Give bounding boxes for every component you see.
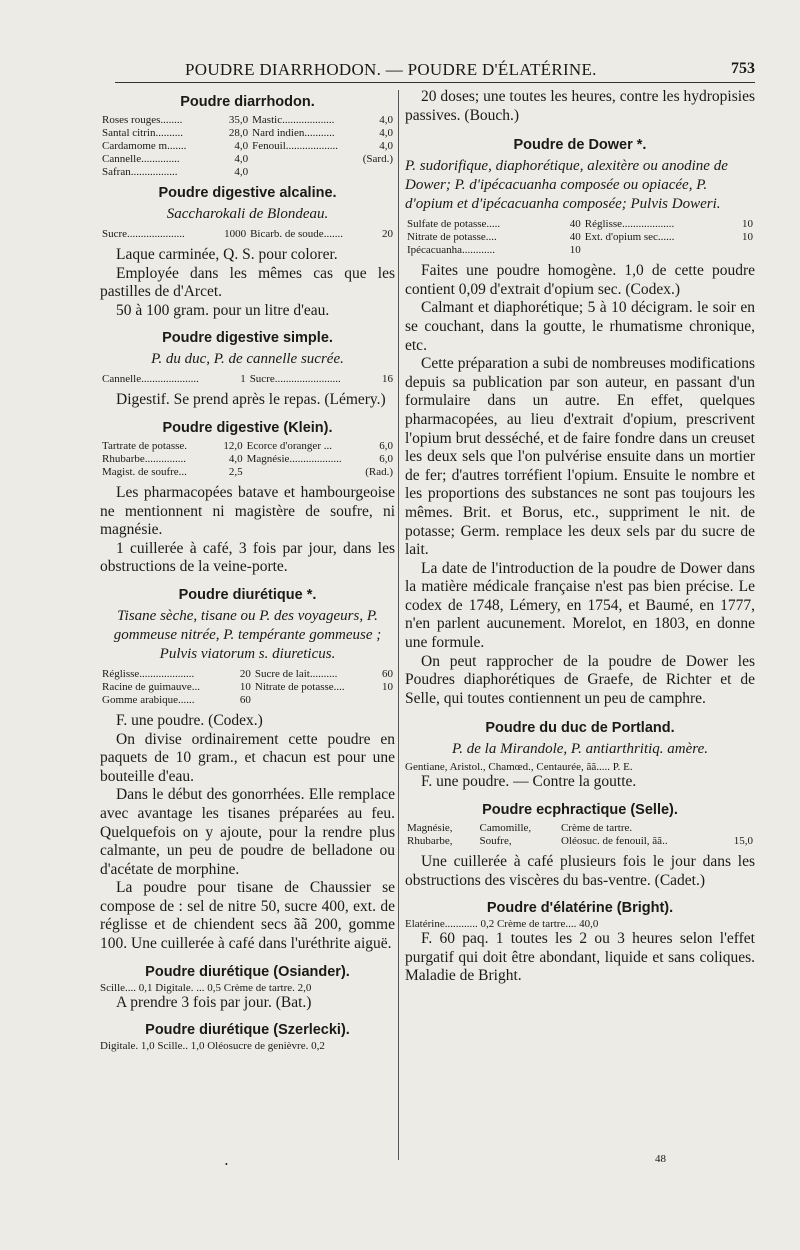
ingredient: Bicarb. de soude....... [250,228,343,240]
ingredient: Nitrate de potasse.... [407,231,497,244]
ingredient-row [100,681,395,694]
quantity: 4,0 [234,166,249,178]
ingredient-row [100,466,395,479]
paragraph: 20 doses; une toutes les heures, contre les hydropisies passives. (Bouch.) [405,88,755,124]
section-heading: Poudre digestive (Klein). [162,419,333,436]
ingredient-row [100,453,395,466]
ingredient-row [405,822,755,835]
ingredient-row [100,228,395,241]
quantity: 10 [742,231,753,244]
ingredient-table [405,822,755,848]
section-heading: Poudre diurétique (Szerlecki). [145,1022,350,1039]
quantity: 4,0 [379,140,393,152]
quantity: 2,5 [228,465,243,478]
ingredient: Soufre, [479,835,512,848]
source-signature: (Sard.) [362,153,393,165]
right-column [405,88,755,986]
quantity: 4,0 [228,452,243,465]
paragraph: F. 60 paq. 1 toutes les 2 ou 3 heures selon l'effet purgatif qui doit être abondant, liquide et sans coliques. Maladie de Bright. [405,930,755,985]
paragraph: La date de l'introduction de la poudre de Dower dans la matière médicale française n'est pas bien précise. Le codex de 1748, Lémery, en 1754, et Baumé, en 1777, n'en parlent aucunement. Morelot, en 1803, en donne une formule. [405,559,755,652]
paragraph: F. une poudre. — Contre la goutte. [421,773,637,791]
column-divider [398,90,399,1160]
ingredient: Magnésie................... [246,452,342,465]
paragraph: Une cuillerée à café plusieurs fois le jour dans les obstructions des viscères du bas-ventre. (Cadet.) [405,853,755,889]
ingredient-table [100,114,395,179]
quantity: 20 [239,667,251,680]
ingredient: Santal citrin.......... [102,127,183,139]
ingredient: Nard indien........... [252,127,335,139]
ingredient-row [405,835,755,848]
paragraph: On divise ordinairement cette poudre en paquets de 10 gram., et chacun est pour une bouteille d'eau. [100,730,395,785]
quantity: 1000 [224,228,247,240]
paragraph: Calmant et diaphorétique; 5 à 10 décigram. le soir en se couchant, dans la goutte, le rhumatisme chronique, etc. [405,299,755,354]
synonyms: Tisane sèche, tisane ou P. des voyageurs, P. gommeuse nitrée, P. tempérante gommeuse ; Pulvis viatorum s. diureticus. [113,607,382,662]
quantity: 16 [382,373,393,386]
ingredient: Racine de guimauve... [102,680,201,693]
quantity: 40 [569,231,581,244]
paragraph: On peut rapprocher de la poudre de Dower les Poudres diaphorétiques de Graefe, de Richter et de Selle, qui toutes contiennent un peu de camphre. [405,652,755,707]
paragraph: Employée dans les mêmes cas que les pastilles de d'Arcet. [100,264,395,301]
ingredient-row [100,153,395,166]
section-heading: Poudre diurétique (Osiander). [145,963,350,980]
synonyms: P. du duc, P. de cannelle sucrée. [151,351,344,368]
ingredient: Safran................. [102,166,178,178]
running-header [115,60,755,83]
quantity: 60 [239,693,251,706]
ingredient: Cannelle.............. [102,153,180,165]
ingredient: Magist. de soufre... [102,465,187,478]
left-column [100,88,395,1052]
ingredient-line: Gentiane, Aristol., Chamœd., Centaurée, ãã..... P. E. [405,761,633,774]
section-heading: Poudre digestive simple. [162,330,333,347]
section-heading: Poudre d'élatérine (Bright). [486,900,674,917]
paragraph: Dans le début des gonorrhées. Elle remplace avec avantage les tisanes préparées au feu. Quelquefois on y ajoute, pour la rendre plus calmante, un peu de poudre de belladone ou d'acétate de morphine. [100,786,395,878]
ingredient: Camomille, [479,822,532,835]
ingredient-row [100,440,395,453]
synonyms: P. sudorifique, diaphorétique, alexitère ou anodine de Dower; P. d'ipécacuanha composée ou opiacée, P. d'opium et d'ipécacuanha composée; Pulvis Doweri. [405,158,728,213]
section-heading: Poudre digestive alcaline. [158,185,337,201]
ingredient: Rhubarbe............... [102,452,187,465]
ingredient: Crème de tartre. [560,822,633,835]
ingredient-row [100,694,395,707]
quantity: 4,0 [234,140,249,152]
ingredient: Sucre..................... [102,228,185,240]
running-title: POUDRE DIARRHODON. — POUDRE D'ÉLATÉRINE. [185,60,597,79]
quantity: 6,0 [379,452,393,465]
ingredient: Roses rouges........ [102,114,183,126]
ingredient-table [100,373,395,386]
ingredient-line: Scille.... 0,1 Digitale. ... 0,5 Crème de tartre. 2,0 [100,981,312,994]
ingredient-table [100,228,395,241]
paragraph: Cette préparation a subi de nombreuses modifications depuis sa publication par son auteur, en passant d'un formulaire dans un autre. En effet, quelques pharmacopées, au lieu d'extrait d'opium, prescrivent l'opium brut desséché, et de faire fondre dans un creuset les deux sels que l'on pulvérise ensuite dans un mortier de fer; d'autres torréfient l'opium. Ensuite le nombre et les proportions des substances ne sont pas toujours les mêmes. Brit. et Borus, etc., suppriment le nit. de potasse; Germ. remplace les deux sels par du sucre de lait. [405,355,755,559]
quantity: 28,0 [228,127,249,139]
ingredient: Ecorce d'oranger ... [246,439,332,452]
ingredient-row [405,231,755,244]
quantity: 1 [240,373,246,386]
source-signature: (Rad.) [365,465,393,478]
section-heading: Poudre de Dower *. [513,137,647,154]
ingredient: Rhubarbe, [407,835,453,848]
ingredient-row [405,244,755,257]
ingredient-row [405,218,755,231]
ingredient-row [100,114,395,127]
ingredient-line: Elatérine............ 0,2 Crème de tartre.... 40,0 [405,918,599,931]
ingredient-row [100,668,395,681]
ingredient-row [100,373,395,386]
section-heading: Poudre diarrhodon. [180,94,315,110]
section-heading: Poudre ecphractique (Selle). [482,802,678,819]
page-number: 753 [731,60,755,77]
ingredient-line: Digitale. 1,0 Scille.. 1,0 Oléosucre de genièvre. 0,2 [100,1040,325,1053]
ingredient: Réglisse.................... [102,667,195,680]
ingredient: Cardamome m....... [102,140,187,152]
quantity: 10 [569,244,581,257]
section-heading: Poudre du duc de Portland. [485,720,675,737]
ink-dot: • [225,1160,228,1169]
paragraph: Les pharmacopées batave et hambourgeoise ne mentionnent ni magistère de soufre, ni magnésie. [100,483,395,539]
quantity: 10 [382,680,393,693]
signature-mark: 48 [655,1153,666,1165]
ingredient: Oléosuc. de fenouil, ãã.. [560,835,668,848]
ingredient: Nitrate de potasse.... [254,680,345,693]
ingredient-row [100,127,395,140]
paragraph: 1 cuillerée à café, 3 fois par jour, dans les obstructions de la veine-porte. [100,539,395,576]
ingredient: Fenouil................... [252,140,339,152]
ingredient: Ext. d'opium sec...... [584,231,675,244]
ingredient-table [405,218,755,257]
paragraph: 50 à 100 gram. pour un litre d'eau. [116,301,330,319]
ingredient: Tartrate de potasse. [102,439,188,452]
ingredient-table [100,668,395,707]
paragraph: Faites une poudre homogène. 1,0 de cette poudre contient 0,09 d'extrait d'opium sec. (Codex.) [405,262,755,298]
ingredient-table [100,440,395,479]
paragraph: A prendre 3 fois par jour. (Bat.) [116,993,312,1011]
ingredient: Sucre de lait.......... [254,667,338,680]
ingredient: Ipécacuanha............ [407,244,495,257]
section-heading: Poudre diurétique *. [178,586,317,603]
ingredient-row [100,166,395,179]
synonyms: Saccharokali de Blondeau. [166,206,329,222]
paragraph: Laque carminée, Q. S. pour colorer. [116,246,338,263]
paragraph: F. une poudre. (Codex.) [116,711,263,729]
paragraph: La poudre pour tisane de Chaussier se compose de : sel de nitre 50, sucre 400, ext. de réglisse et de chiendent secs ãã 200, gomme 100. Une cuillerée à café dans l'uréthrite aiguë. [100,879,395,953]
ingredient-row [100,140,395,153]
quantity: 15,0 [733,835,753,848]
quantity: 20 [382,228,393,240]
quantity: 4,0 [379,114,393,126]
ingredient: Magnésie, [407,822,453,835]
quantity: 6,0 [379,439,393,452]
ingredient: Sulfate de potasse..... [407,218,501,231]
paragraph: Digestif. Se prend après le repas. (Lémery.) [116,391,386,409]
quantity: 10 [239,680,251,693]
ingredient: Cannelle..................... [102,373,199,386]
quantity: 40 [569,218,581,231]
quantity [721,822,755,835]
ingredient: Sucre........................ [249,373,341,386]
quantity: 60 [382,667,393,680]
ingredient: Gomme arabique...... [102,693,195,706]
ingredient: Mastic................... [252,114,335,126]
quantity: 10 [742,218,753,231]
ingredient: Réglisse................... [584,218,675,231]
quantity: 4,0 [234,153,249,165]
quantity: 4,0 [379,127,393,139]
synonyms: P. de la Mirandole, P. antiarthritiq. amère. [452,741,708,758]
quantity: 12,0 [223,439,243,452]
quantity: 35,0 [228,114,249,126]
